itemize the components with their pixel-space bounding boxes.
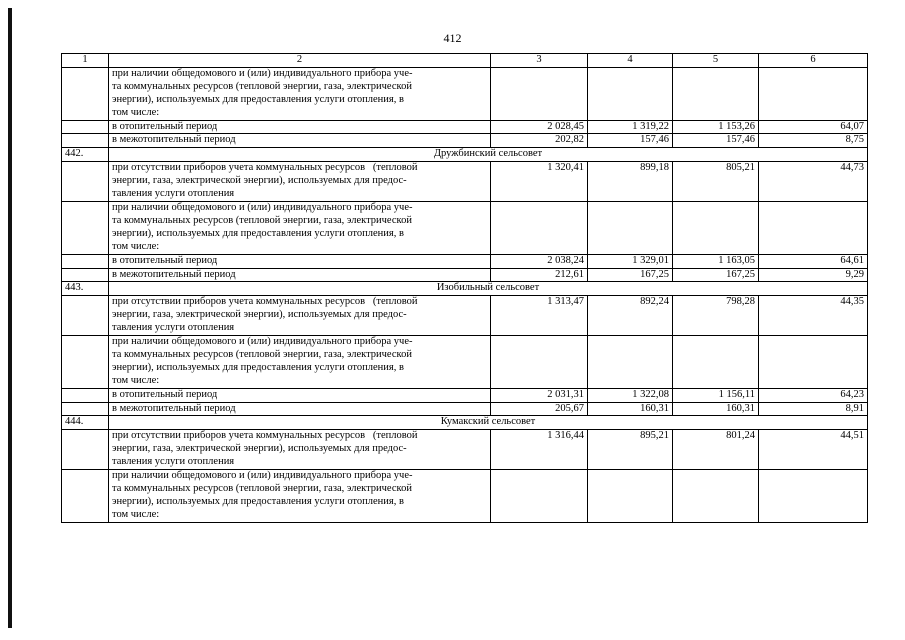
table-row: [62, 402, 868, 416]
description-cell: в отопительный период: [109, 388, 491, 402]
value-col6-cell: 64,07: [759, 120, 868, 134]
row-number-cell: [62, 162, 109, 202]
header-cell: 3: [491, 54, 588, 68]
value-col5-cell: [673, 201, 759, 254]
value-col3-cell: 205,67: [491, 402, 588, 416]
value-col5-cell: [673, 336, 759, 389]
section-row: [62, 282, 868, 296]
value-col4-cell: 1 319,22: [588, 120, 673, 134]
table-row: [62, 430, 868, 470]
value-col5-cell: 1 156,11: [673, 388, 759, 402]
value-col3-cell: 2 031,31: [491, 388, 588, 402]
header-cell: 5: [673, 54, 759, 68]
value-col4-cell: [588, 67, 673, 120]
value-col6-cell: [759, 67, 868, 120]
value-col6-cell: 8,75: [759, 134, 868, 148]
row-number-cell: [62, 430, 109, 470]
value-col4-cell: 899,18: [588, 162, 673, 202]
value-col3-cell: [491, 201, 588, 254]
value-col5-cell: [673, 67, 759, 120]
value-col6-cell: 9,29: [759, 268, 868, 282]
row-number-cell: [62, 336, 109, 389]
value-col5-cell: 160,31: [673, 402, 759, 416]
description-cell: при отсутствии приборов учета коммунальных ресурсов (тепловой энергии, газа, электрической энергии), используемых для предос- тавления услуги отопления: [109, 430, 491, 470]
header-cell: 2: [109, 54, 491, 68]
header-cell: 6: [759, 54, 868, 68]
table-row: [62, 120, 868, 134]
row-number-cell: [62, 402, 109, 416]
settlement-title: Дружбинский сельсовет: [109, 148, 868, 162]
table-row: [62, 67, 868, 120]
section-row: [62, 416, 868, 430]
section-number: 442.: [62, 148, 109, 162]
description-cell: в отопительный период: [109, 254, 491, 268]
tariff-table: [61, 53, 868, 523]
header-cell: 4: [588, 54, 673, 68]
row-number-cell: [62, 470, 109, 523]
section-number: 443.: [62, 282, 109, 296]
value-col4-cell: [588, 470, 673, 523]
page-edge-bar: [8, 8, 12, 628]
description-cell: при наличии общедомового и (или) индивидуального прибора уче- та коммунальных ресурсов (тепловой энергии, газа, электрической энергии), используемых для предоставления услуги отопления, в том числе:: [109, 470, 491, 523]
table-row: [62, 470, 868, 523]
value-col5-cell: 1 153,26: [673, 120, 759, 134]
table-row: [62, 388, 868, 402]
value-col6-cell: 44,35: [759, 296, 868, 336]
header-cell: 1: [62, 54, 109, 68]
table-row: [62, 296, 868, 336]
row-number-cell: [62, 268, 109, 282]
value-col3-cell: 212,61: [491, 268, 588, 282]
value-col4-cell: 1 329,01: [588, 254, 673, 268]
page-number: 412: [443, 31, 462, 45]
description-cell: в межотопительный период: [109, 402, 491, 416]
section-row: [62, 148, 868, 162]
value-col5-cell: 157,46: [673, 134, 759, 148]
row-number-cell: [62, 296, 109, 336]
table-row: [62, 254, 868, 268]
table-row: [62, 162, 868, 202]
value-col4-cell: 167,25: [588, 268, 673, 282]
value-col3-cell: [491, 470, 588, 523]
value-col3-cell: 1 316,44: [491, 430, 588, 470]
value-col6-cell: 64,23: [759, 388, 868, 402]
value-col3-cell: 1 313,47: [491, 296, 588, 336]
description-cell: при наличии общедомового и (или) индивидуального прибора уче- та коммунальных ресурсов (тепловой энергии, газа, электрической энергии), используемых для предоставления услуги отопления, в том числе:: [109, 336, 491, 389]
value-col6-cell: 44,73: [759, 162, 868, 202]
value-col6-cell: [759, 336, 868, 389]
value-col4-cell: [588, 336, 673, 389]
value-col6-cell: 64,61: [759, 254, 868, 268]
value-col6-cell: [759, 201, 868, 254]
row-number-cell: [62, 120, 109, 134]
row-number-cell: [62, 201, 109, 254]
value-col6-cell: [759, 470, 868, 523]
row-number-cell: [62, 134, 109, 148]
value-col3-cell: [491, 336, 588, 389]
description-cell: при наличии общедомового и (или) индивидуального прибора уче- та коммунальных ресурсов (тепловой энергии, газа, электрической энергии), используемых для предоставления услуги отопления, в том числе:: [109, 201, 491, 254]
description-cell: в межотопительный период: [109, 134, 491, 148]
description-cell: при наличии общедомового и (или) индивидуального прибора уче- та коммунальных ресурсов (тепловой энергии, газа, электрической энергии), используемых для предоставления услуги отопления, в том числе:: [109, 67, 491, 120]
table-row: [62, 268, 868, 282]
value-col4-cell: 1 322,08: [588, 388, 673, 402]
settlement-title: Кумакский сельсовет: [109, 416, 868, 430]
header-row: [62, 54, 868, 68]
table-row: [62, 201, 868, 254]
value-col6-cell: 8,91: [759, 402, 868, 416]
value-col5-cell: 167,25: [673, 268, 759, 282]
table-row: [62, 336, 868, 389]
description-cell: при отсутствии приборов учета коммунальных ресурсов (тепловой энергии, газа, электрической энергии), используемых для предос- тавления услуги отопления: [109, 162, 491, 202]
value-col3-cell: [491, 67, 588, 120]
value-col4-cell: [588, 201, 673, 254]
value-col3-cell: 202,82: [491, 134, 588, 148]
row-number-cell: [62, 67, 109, 120]
value-col5-cell: [673, 470, 759, 523]
value-col5-cell: 805,21: [673, 162, 759, 202]
value-col5-cell: 801,24: [673, 430, 759, 470]
value-col3-cell: 2 028,45: [491, 120, 588, 134]
value-col4-cell: 157,46: [588, 134, 673, 148]
value-col6-cell: 44,51: [759, 430, 868, 470]
row-number-cell: [62, 388, 109, 402]
settlement-title: Изобильный сельсовет: [109, 282, 868, 296]
value-col3-cell: 2 038,24: [491, 254, 588, 268]
description-cell: в отопительный период: [109, 120, 491, 134]
value-col3-cell: 1 320,41: [491, 162, 588, 202]
row-number-cell: [62, 254, 109, 268]
value-col4-cell: 892,24: [588, 296, 673, 336]
value-col4-cell: 895,21: [588, 430, 673, 470]
table-row: [62, 134, 868, 148]
value-col5-cell: 798,28: [673, 296, 759, 336]
value-col5-cell: 1 163,05: [673, 254, 759, 268]
description-cell: в межотопительный период: [109, 268, 491, 282]
section-number: 444.: [62, 416, 109, 430]
value-col4-cell: 160,31: [588, 402, 673, 416]
description-cell: при отсутствии приборов учета коммунальных ресурсов (тепловой энергии, газа, электрической энергии), используемых для предос- тавления услуги отопления: [109, 296, 491, 336]
